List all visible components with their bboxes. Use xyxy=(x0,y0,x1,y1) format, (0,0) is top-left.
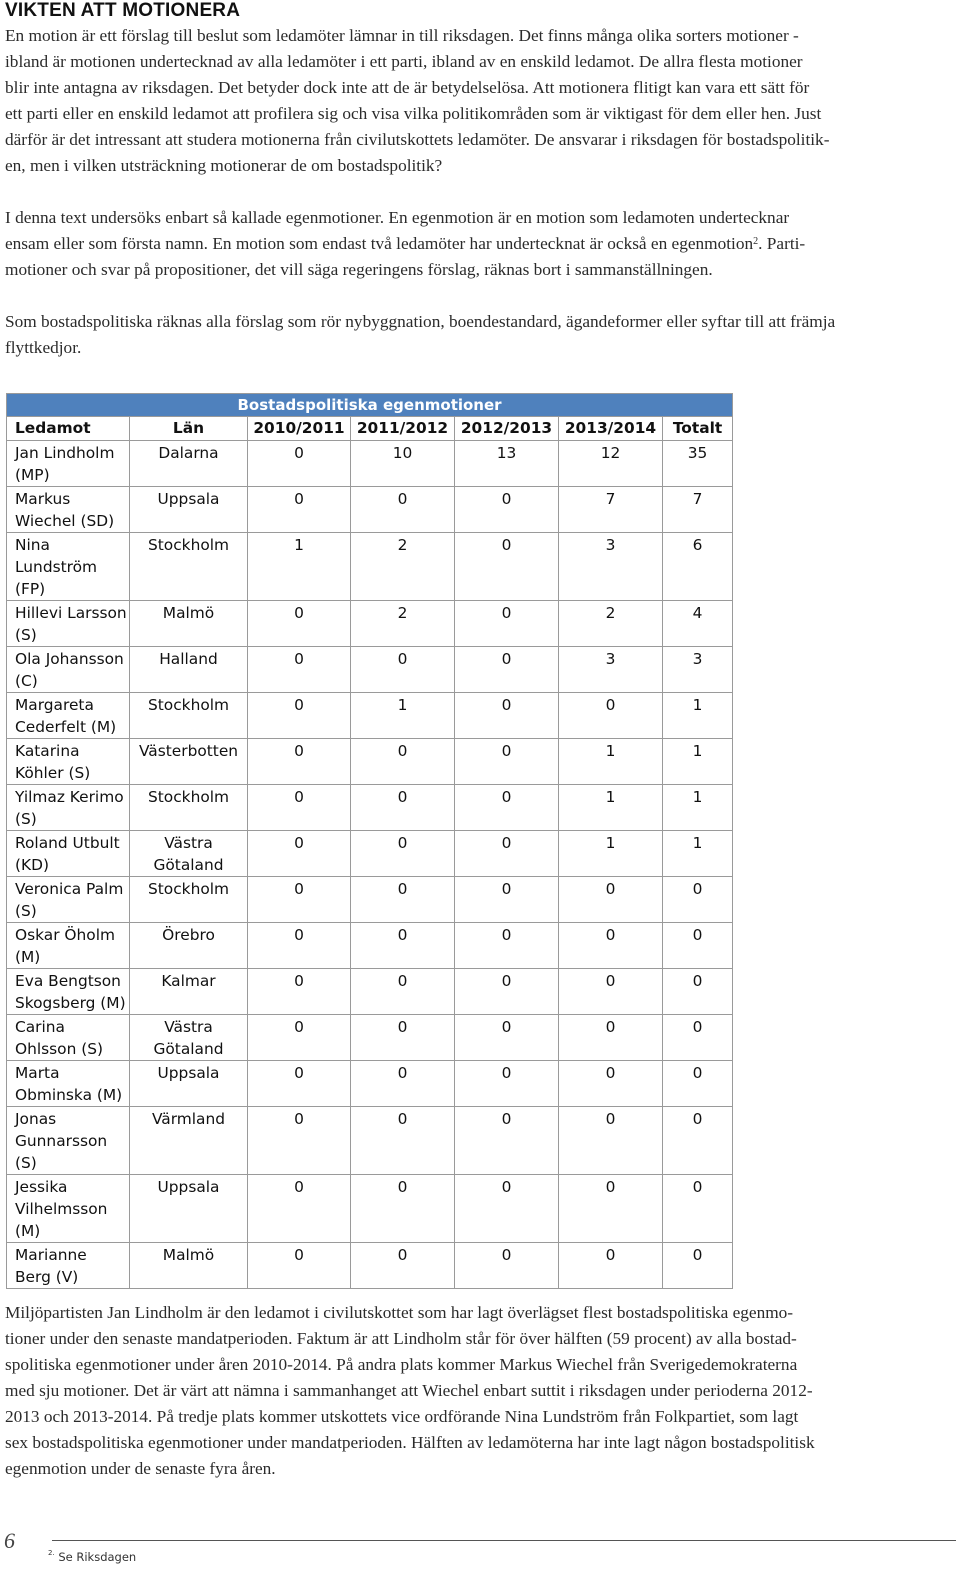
footnote xyxy=(48,1550,136,1564)
member-name-line: Ola Johansson xyxy=(15,650,124,668)
column-header: Län xyxy=(130,417,248,441)
year-value-cell: 0 xyxy=(351,647,455,693)
year-value-cell: 0 xyxy=(248,969,351,1015)
total-cell: 1 xyxy=(663,739,733,785)
member-name-line: (C) xyxy=(15,672,38,690)
member-name-line: Lundström xyxy=(15,558,98,576)
definition-paragraph xyxy=(5,309,955,361)
year-value-cell: 0 xyxy=(351,831,455,877)
table-row xyxy=(7,647,733,693)
county-name-line: Västra xyxy=(164,834,213,852)
paragraph-line: Miljöpartisten Jan Lindholm är den ledamot i civilutskottet som har lagt överlägset flest bostadspolitiska egenmo- xyxy=(5,1303,794,1322)
paragraph-line: flyttkedjor. xyxy=(5,338,82,357)
egenmotion-paragraph xyxy=(5,205,955,283)
member-cell xyxy=(7,969,130,1015)
year-value-cell: 10 xyxy=(351,441,455,487)
paragraph-line: spolitiska egenmotioner under åren 2010-2014. På andra plats kommer Markus Wiechel från Sverigedemokraterna xyxy=(5,1355,798,1374)
total-cell: 1 xyxy=(663,831,733,877)
county-cell xyxy=(130,1061,248,1107)
county-cell xyxy=(130,739,248,785)
year-value-cell: 0 xyxy=(351,1061,455,1107)
table-title-row xyxy=(7,394,733,417)
year-value-cell: 3 xyxy=(559,533,663,601)
year-value-cell: 0 xyxy=(455,1175,559,1243)
paragraph-line: Som bostadspolitiska räknas alla förslag som rör nybyggnation, boendestandard, ägandeformer eller syftar till att främja xyxy=(5,312,836,331)
county-name-line: Götaland xyxy=(153,1040,224,1058)
member-cell xyxy=(7,831,130,877)
year-value-cell: 0 xyxy=(455,785,559,831)
year-value-cell: 0 xyxy=(455,533,559,601)
year-value-cell: 0 xyxy=(455,1061,559,1107)
paragraph-line: ibland är motionen undertecknad av alla ledamöter i ett parti, ibland av en enskild ledamot. De allra flesta motioner xyxy=(5,52,803,71)
member-cell xyxy=(7,533,130,601)
year-value-cell: 0 xyxy=(248,1015,351,1061)
year-value-cell: 0 xyxy=(248,877,351,923)
member-name-line: Vilhelmsson xyxy=(15,1200,108,1218)
member-cell xyxy=(7,923,130,969)
year-value-cell: 0 xyxy=(351,785,455,831)
member-name-line: Marianne xyxy=(15,1246,87,1264)
year-value-cell: 0 xyxy=(559,969,663,1015)
paragraph-line: därför är det intressant att studera motionerna från civilutskottets ledamöter. De ansvarar i riksdagen för bostadspolitik- xyxy=(5,130,830,149)
column-header: 2010/2011 xyxy=(248,417,351,441)
county-cell xyxy=(130,487,248,533)
year-value-cell: 0 xyxy=(248,923,351,969)
member-name-line: Jan Lindholm xyxy=(15,444,115,462)
county-cell xyxy=(130,969,248,1015)
year-value-cell: 0 xyxy=(351,739,455,785)
paragraph-line: egenmotion under de senaste fyra åren. xyxy=(5,1459,276,1478)
table-row xyxy=(7,1061,733,1107)
year-value-cell: 2 xyxy=(559,601,663,647)
year-value-cell: 13 xyxy=(455,441,559,487)
member-name-line: (S) xyxy=(15,810,37,828)
total-cell: 0 xyxy=(663,1015,733,1061)
footnote-text: Se Riksdagen xyxy=(58,1550,137,1564)
total-cell: 7 xyxy=(663,487,733,533)
year-value-cell: 0 xyxy=(248,693,351,739)
year-value-cell: 1 xyxy=(248,533,351,601)
table-header-row xyxy=(7,417,733,441)
table-row xyxy=(7,601,733,647)
year-value-cell: 1 xyxy=(559,785,663,831)
year-value-cell: 0 xyxy=(455,923,559,969)
year-value-cell: 0 xyxy=(455,969,559,1015)
year-value-cell: 0 xyxy=(351,969,455,1015)
year-value-cell: 0 xyxy=(351,487,455,533)
total-cell: 4 xyxy=(663,601,733,647)
year-value-cell: 0 xyxy=(455,1015,559,1061)
table-row xyxy=(7,877,733,923)
page-number: 6 xyxy=(4,1528,15,1553)
year-value-cell: 0 xyxy=(559,1061,663,1107)
year-value-cell: 0 xyxy=(248,1061,351,1107)
table-row xyxy=(7,693,733,739)
year-value-cell: 0 xyxy=(559,1243,663,1289)
member-cell xyxy=(7,1243,130,1289)
member-name-line: (KD) xyxy=(15,856,49,874)
paragraph-line: en, men i vilken utsträckning motionerar de om bostadspolitik? xyxy=(5,156,443,175)
member-name-line: Margareta xyxy=(15,696,94,714)
table-row xyxy=(7,969,733,1015)
year-value-cell: 0 xyxy=(455,831,559,877)
year-value-cell: 3 xyxy=(559,647,663,693)
total-cell: 0 xyxy=(663,877,733,923)
member-name-line: Köhler (S) xyxy=(15,764,91,782)
year-value-cell: 0 xyxy=(559,923,663,969)
county-name-line: Stockholm xyxy=(147,696,230,714)
county-name-line: Uppsala xyxy=(157,1064,220,1082)
year-value-cell: 0 xyxy=(351,923,455,969)
member-cell xyxy=(7,647,130,693)
member-cell xyxy=(7,739,130,785)
paragraph-line: En motion är ett förslag till beslut som ledamöter lämnar in till riksdagen. Det finns många olika sorters motioner - xyxy=(5,26,799,45)
county-name-line: Västerbotten xyxy=(138,742,239,760)
year-value-cell: 0 xyxy=(248,601,351,647)
member-cell xyxy=(7,601,130,647)
column-header: 2012/2013 xyxy=(455,417,559,441)
table-row xyxy=(7,1243,733,1289)
total-cell: 1 xyxy=(663,785,733,831)
motions-table xyxy=(6,393,733,1289)
year-value-cell: 0 xyxy=(455,1107,559,1175)
member-name-line: (S) xyxy=(15,1154,37,1172)
paragraph-line: tioner under den senaste mandatperioden. Faktum är att Lindholm står för över hälften (59 procent) av alla bostad- xyxy=(5,1329,797,1348)
member-name-line: Cederfelt (M) xyxy=(15,718,117,736)
table-row xyxy=(7,533,733,601)
member-cell xyxy=(7,877,130,923)
total-cell: 6 xyxy=(663,533,733,601)
year-value-cell: 0 xyxy=(248,1175,351,1243)
table-row xyxy=(7,487,733,533)
column-header: 2011/2012 xyxy=(351,417,455,441)
county-cell xyxy=(130,693,248,739)
total-cell: 0 xyxy=(663,1107,733,1175)
member-cell xyxy=(7,1015,130,1061)
table-row xyxy=(7,831,733,877)
member-name-line: Oskar Öholm xyxy=(15,926,115,944)
member-cell xyxy=(7,1175,130,1243)
county-name-line: Malmö xyxy=(162,604,215,622)
paragraph-text: . Parti- xyxy=(758,234,806,253)
member-name-line: Obminska (M) xyxy=(15,1086,123,1104)
year-value-cell: 0 xyxy=(351,1243,455,1289)
member-name-line: Hillevi Larsson xyxy=(15,604,127,622)
year-value-cell: 0 xyxy=(248,831,351,877)
county-name-line: Götaland xyxy=(153,856,224,874)
county-cell xyxy=(130,533,248,601)
county-name-line: Halland xyxy=(159,650,218,668)
table-title: Bostadspolitiska egenmotioner xyxy=(7,394,733,417)
member-name-line: Gunnarsson xyxy=(15,1132,108,1150)
county-name-line: Stockholm xyxy=(147,536,230,554)
year-value-cell: 0 xyxy=(248,785,351,831)
county-cell xyxy=(130,441,248,487)
column-header: Totalt xyxy=(663,417,733,441)
year-value-cell: 0 xyxy=(248,647,351,693)
member-name-line: (M) xyxy=(15,948,41,966)
year-value-cell: 0 xyxy=(559,1175,663,1243)
footnote-marker: 2. xyxy=(48,1549,55,1557)
table-row xyxy=(7,1015,733,1061)
year-value-cell: 0 xyxy=(455,877,559,923)
table-row xyxy=(7,1175,733,1243)
table-row xyxy=(7,1107,733,1175)
year-value-cell: 0 xyxy=(248,441,351,487)
member-name-line: Wiechel (SD) xyxy=(15,512,115,530)
year-value-cell: 0 xyxy=(559,1107,663,1175)
member-name-line: Markus xyxy=(15,490,71,508)
county-cell xyxy=(130,831,248,877)
paragraph-line: ett parti eller en enskild ledamot att profilera sig och visa vilka politikområden som är viktigast för dem eller hen. Just xyxy=(5,104,822,123)
member-name-line: Jonas xyxy=(15,1110,57,1128)
year-value-cell: 2 xyxy=(351,533,455,601)
year-value-cell: 7 xyxy=(559,487,663,533)
year-value-cell: 0 xyxy=(455,601,559,647)
year-value-cell: 0 xyxy=(455,487,559,533)
county-name-line: Västra xyxy=(164,1018,213,1036)
paragraph-line: blir inte antagna av riksdagen. Det betyder dock inte att de är betydelselösa. Att motionera flitigt kan vara ett sätt för xyxy=(5,78,810,97)
total-cell: 0 xyxy=(663,1175,733,1243)
member-name-line: Katarina xyxy=(15,742,80,760)
paragraph-line: med sju motioner. Det är värt att nämna i sammanhanget att Wiechel enbart suttit i riksdagen under perioderna 2012- xyxy=(5,1381,813,1400)
county-cell xyxy=(130,877,248,923)
year-value-cell: 0 xyxy=(351,1015,455,1061)
paragraph-line: 2013 och 2013-2014. På tredje plats kommer utskottets vice ordförande Nina Lundström från Folkpartiet, som lagt xyxy=(5,1407,799,1426)
paragraph-line: I denna text undersöks enbart så kallade egenmotioner. En egenmotion är en motion som ledamoten undertecknar xyxy=(5,208,790,227)
county-cell xyxy=(130,1175,248,1243)
year-value-cell: 0 xyxy=(455,647,559,693)
column-header: 2013/2014 xyxy=(559,417,663,441)
year-value-cell: 0 xyxy=(559,877,663,923)
year-value-cell: 0 xyxy=(455,693,559,739)
year-value-cell: 0 xyxy=(559,1015,663,1061)
total-cell: 0 xyxy=(663,1243,733,1289)
member-cell xyxy=(7,441,130,487)
member-name-line: Carina xyxy=(15,1018,65,1036)
year-value-cell: 12 xyxy=(559,441,663,487)
year-value-cell: 0 xyxy=(248,1243,351,1289)
county-name-line: Dalarna xyxy=(158,444,219,462)
total-cell: 0 xyxy=(663,923,733,969)
year-value-cell: 2 xyxy=(351,601,455,647)
year-value-cell: 1 xyxy=(559,739,663,785)
county-name-line: Stockholm xyxy=(147,880,230,898)
county-cell xyxy=(130,601,248,647)
member-cell xyxy=(7,1107,130,1175)
total-cell: 0 xyxy=(663,969,733,1015)
section-heading: VIKTEN ATT MOTIONERA xyxy=(5,0,241,21)
footnote-reference: 2 xyxy=(753,236,759,247)
member-name-line: (S) xyxy=(15,902,37,920)
year-value-cell: 0 xyxy=(351,877,455,923)
analysis-paragraph xyxy=(5,1300,955,1482)
member-name-line: Veronica Palm xyxy=(15,880,124,898)
year-value-cell: 1 xyxy=(559,831,663,877)
member-name-line: Ohlsson (S) xyxy=(15,1040,104,1058)
paragraph-text: ensam eller som första namn. En motion som endast två ledamöter har undertecknat är också en egenmotion xyxy=(5,234,754,253)
member-name-line: (S) xyxy=(15,626,37,644)
paragraph-line: motioner och svar på propositioner, det vill säga regeringens förslag, räknas bort i sammanställningen. xyxy=(5,260,713,279)
county-name-line: Uppsala xyxy=(157,1178,220,1196)
table-row xyxy=(7,785,733,831)
year-value-cell: 0 xyxy=(559,693,663,739)
footer-divider xyxy=(52,1540,956,1541)
member-cell xyxy=(7,785,130,831)
member-name-line: Jessika xyxy=(15,1178,68,1196)
member-name-line: (FP) xyxy=(15,580,46,598)
member-name-line: Eva Bengtson xyxy=(15,972,121,990)
year-value-cell: 0 xyxy=(351,1175,455,1243)
paragraph-line: sex bostadspolitiska egenmotioner under mandatperioden. Hälften av ledamöterna har inte lagt någon bostadspolitisk xyxy=(5,1433,815,1452)
county-name-line: Stockholm xyxy=(147,788,230,806)
total-cell: 0 xyxy=(663,1061,733,1107)
county-cell xyxy=(130,923,248,969)
county-cell xyxy=(130,1243,248,1289)
member-name-line: Nina xyxy=(15,536,50,554)
total-cell: 1 xyxy=(663,693,733,739)
table-row xyxy=(7,739,733,785)
member-cell xyxy=(7,1061,130,1107)
member-name-line: (M) xyxy=(15,1222,41,1240)
member-name-line: Marta xyxy=(15,1064,60,1082)
county-name-line: Örebro xyxy=(162,926,215,944)
county-name-line: Värmland xyxy=(151,1110,226,1128)
year-value-cell: 0 xyxy=(248,739,351,785)
county-cell xyxy=(130,1015,248,1061)
member-name-line: Skogsberg (M) xyxy=(15,994,126,1012)
year-value-cell: 0 xyxy=(351,1107,455,1175)
county-name-line: Uppsala xyxy=(157,490,220,508)
total-cell: 35 xyxy=(663,441,733,487)
column-header: Ledamot xyxy=(7,417,130,441)
year-value-cell: 0 xyxy=(248,487,351,533)
total-cell: 3 xyxy=(663,647,733,693)
county-name-line: Kalmar xyxy=(161,972,216,990)
year-value-cell: 1 xyxy=(351,693,455,739)
intro-paragraph xyxy=(5,23,955,179)
member-cell xyxy=(7,487,130,533)
year-value-cell: 0 xyxy=(455,1243,559,1289)
year-value-cell: 0 xyxy=(455,739,559,785)
county-name-line: Malmö xyxy=(162,1246,215,1264)
table-row xyxy=(7,923,733,969)
member-name-line: Roland Utbult xyxy=(15,834,120,852)
member-name-line: Berg (V) xyxy=(15,1268,79,1286)
member-cell xyxy=(7,693,130,739)
year-value-cell: 0 xyxy=(248,1107,351,1175)
member-name-line: (MP) xyxy=(15,466,50,484)
county-cell xyxy=(130,647,248,693)
table-row xyxy=(7,441,733,487)
paragraph-line xyxy=(5,231,955,257)
county-cell xyxy=(130,1107,248,1175)
member-name-line: Yilmaz Kerimo xyxy=(15,788,124,806)
county-cell xyxy=(130,785,248,831)
